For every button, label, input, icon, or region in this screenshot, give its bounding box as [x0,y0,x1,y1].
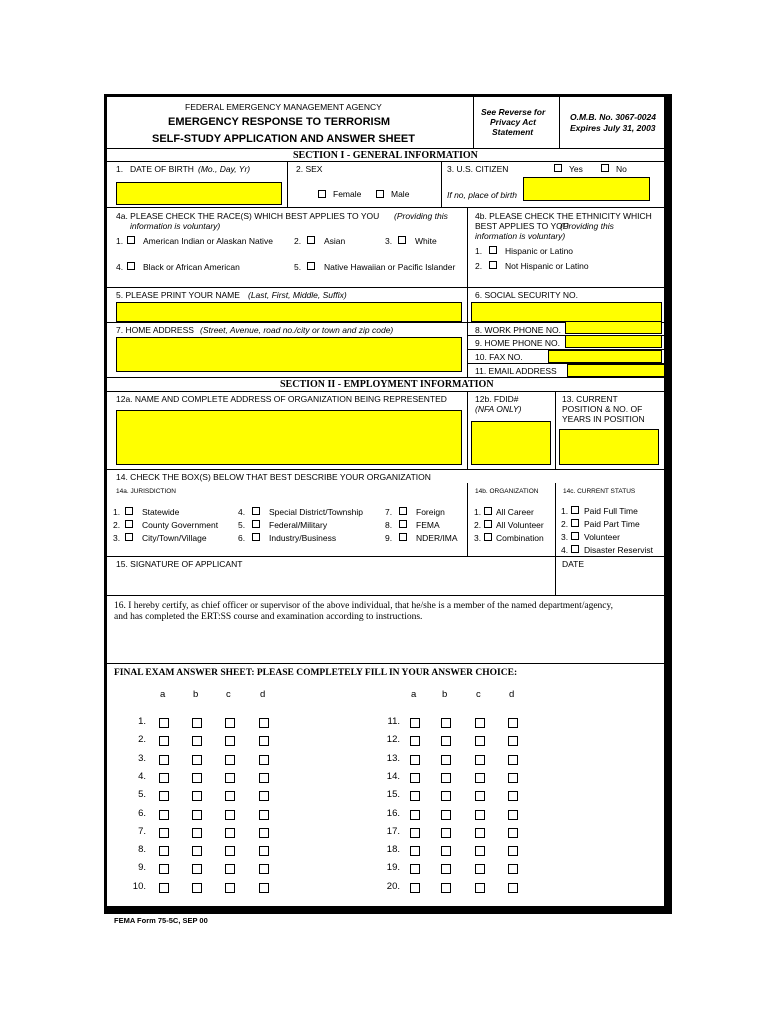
status-2-checkbox[interactable] [571,519,579,527]
choice-header-b: b [442,689,448,700]
agency-name: FEDERAL EMERGENCY MANAGEMENT AGENCY [185,102,382,112]
answer-checkbox-d[interactable] [508,736,518,746]
answer-checkbox-b[interactable] [441,736,451,746]
choice-header-a: a [411,689,417,700]
race-2-checkbox[interactable] [307,236,315,244]
race-1-num: 1. [116,236,124,246]
race-1-checkbox[interactable] [127,236,135,244]
race-2-label: Asian [324,236,346,246]
jur-5-checkbox[interactable] [252,520,260,528]
dob-field[interactable] [116,182,282,205]
choice-header-c: c [476,689,481,700]
jur-6-checkbox[interactable] [252,533,260,541]
answer-checkbox-a[interactable] [410,810,420,820]
choice-header-c: c [226,689,231,700]
race-4-label: Black or African American [143,262,240,272]
section-1-title: SECTION I - GENERAL INFORMATION [293,150,478,161]
answer-checkbox-c[interactable] [475,883,485,893]
answer-checkbox-a[interactable] [159,810,169,820]
address-label: 7. HOME ADDRESS [116,325,194,335]
jur-4-label: Special District/Township [269,507,364,517]
org-2-checkbox[interactable] [484,520,492,528]
omb-expires: Expires July 31, 2003 [570,123,656,133]
question-number: 9. [138,862,146,874]
citizen-no-checkbox[interactable] [601,164,609,172]
work-phone-label: 8. WORK PHONE NO. [475,325,561,335]
answer-checkbox-c[interactable] [225,864,235,874]
answer-checkbox-d[interactable] [259,864,269,874]
race-2-num: 2. [294,236,302,246]
answer-checkbox-b[interactable] [441,846,451,856]
question-number: 19. [386,862,400,874]
email-label: 11. EMAIL ADDRESS [475,366,557,376]
answer-checkbox-b[interactable] [192,846,202,856]
question-number: 4. [138,770,146,782]
answer-checkbox-d[interactable] [259,755,269,765]
date-label: DATE [562,559,585,569]
status-label: 14c. CURRENT STATUS [563,488,636,495]
answer-checkbox-a[interactable] [410,773,420,783]
question-number: 13. [386,752,400,764]
question-number: 2. [138,734,146,746]
fdid-field[interactable] [471,421,551,465]
ssn-label: 6. SOCIAL SECURITY NO. [475,290,578,300]
question-number: 17. [386,825,400,837]
citizen-label: 3. U.S. CITIZEN [447,164,509,174]
race-3-label: White [415,236,437,246]
question-number: 1. [138,716,146,727]
answer-checkbox-d[interactable] [508,773,518,783]
certify-line-1: 16. I hereby certify, as chief officer or supervisor of the above individual, that he/she is a member of the named department/agency, [114,601,614,611]
question-number: 18. [386,844,400,856]
jur-6-num: 6. [238,533,246,543]
citizen-no-label: No [616,164,627,174]
certify-line-2: and has completed the ERT:SS course and examination according to instructions. [114,612,423,622]
question-number: 3. [138,752,146,764]
jur-9-checkbox[interactable] [399,533,407,541]
jur-1-label: Statewide [142,507,180,517]
form-title-2: SELF-STUDY APPLICATION AND ANSWER SHEET [152,133,415,145]
choice-header-d: d [509,689,515,700]
jur-3-label: City/Town/Village [142,533,207,543]
answer-checkbox-c[interactable] [225,791,235,801]
org-desc-label: 14. CHECK THE BOX(S) BELOW THAT BEST DESCRIBE YOUR ORGANIZATION [116,472,431,482]
ethnicity-label-2: BEST APPLIES TO YOU [475,221,569,231]
race-hint-2: information is voluntary) [130,221,221,231]
email-field[interactable] [567,364,665,377]
fax-label: 10. FAX NO. [475,352,523,362]
jur-8-checkbox[interactable] [399,520,407,528]
status-4-checkbox[interactable] [571,545,579,553]
answer-checkbox-d[interactable] [508,883,518,893]
home-phone-field[interactable] [565,335,662,348]
answer-checkbox-a[interactable] [159,773,169,783]
answer-checkbox-a[interactable] [159,736,169,746]
answer-checkbox-b[interactable] [192,864,202,874]
answer-checkbox-d[interactable] [508,828,518,838]
org-2-num: 2. [474,520,482,530]
answer-checkbox-b[interactable] [441,718,451,728]
jur-8-label: FEMA [416,520,440,530]
answer-checkbox-b[interactable] [192,791,202,801]
jur-9-num: 9. [385,533,393,543]
answer-checkbox-a[interactable] [159,883,169,893]
answer-checkbox-d[interactable] [508,864,518,874]
jurisdiction-label: 14a. JURISDICTION [116,488,176,495]
eth-2-num: 2. [475,261,483,271]
answer-checkbox-c[interactable] [225,883,235,893]
signature-label: 15. SIGNATURE OF APPLICANT [116,559,243,569]
dob-number: 1. [116,164,124,174]
citizen-yes-label: Yes [569,164,583,174]
birth-place-field[interactable] [523,177,650,201]
work-phone-field[interactable] [565,321,662,334]
privacy-line-1: See Reverse for [481,107,546,117]
answer-checkbox-d[interactable] [508,755,518,765]
ethnicity-hint-2: information is voluntary) [475,231,566,241]
jur-1-checkbox[interactable] [125,507,133,515]
position-label-3: YEARS IN POSITION [562,414,645,424]
answer-checkbox-d[interactable] [259,883,269,893]
answer-checkbox-b[interactable] [192,828,202,838]
org-3-label: Combination [496,533,544,543]
status-4-label: Disaster Reservist [584,545,653,555]
jur-7-checkbox[interactable] [399,507,407,515]
answer-checkbox-d[interactable] [259,773,269,783]
answer-checkbox-b[interactable] [441,810,451,820]
jur-3-num: 3. [113,533,121,543]
answer-checkbox-c[interactable] [225,736,235,746]
status-1-label: Paid Full Time [584,506,638,516]
jur-7-label: Foreign [416,507,445,517]
race-4-num: 4. [116,262,124,272]
status-4-num: 4. [561,545,569,555]
question-number: 10. [132,880,146,892]
question-number: 7. [138,825,146,837]
ssn-field[interactable] [471,302,662,322]
citizen-yes-checkbox[interactable] [554,164,562,172]
answer-checkbox-b[interactable] [441,791,451,801]
answer-checkbox-a[interactable] [410,883,420,893]
choice-header-b: b [193,689,199,700]
answer-checkbox-d[interactable] [508,718,518,728]
race-5-checkbox[interactable] [307,262,315,270]
jur-4-checkbox[interactable] [252,507,260,515]
position-label-1: 13. CURRENT [562,394,618,404]
question-number: 14. [386,770,400,782]
jur-2-checkbox[interactable] [125,520,133,528]
answer-checkbox-d[interactable] [259,791,269,801]
answer-checkbox-a[interactable] [159,846,169,856]
jur-5-num: 5. [238,520,246,530]
home-phone-label: 9. HOME PHONE NO. [475,338,561,348]
status-3-label: Volunteer [584,532,620,542]
privacy-line-2: Privacy Act [490,117,536,127]
answer-checkbox-a[interactable] [410,755,420,765]
jur-2-label: County Government [142,520,219,530]
answer-checkbox-a[interactable] [159,755,169,765]
female-checkbox[interactable] [318,190,326,198]
question-number: 15. [386,789,400,801]
fdid-label: 12b. FDID# [475,394,519,404]
answer-checkbox-c[interactable] [225,755,235,765]
status-2-num: 2. [561,519,569,529]
eth-1-num: 1. [475,246,483,256]
answer-checkbox-d[interactable] [259,828,269,838]
answer-checkbox-c[interactable] [225,718,235,728]
question-number: 8. [138,844,146,856]
answer-checkbox-a[interactable] [410,864,420,874]
eth-1-checkbox[interactable] [489,246,497,254]
org-1-num: 1. [474,507,482,517]
answer-checkbox-a[interactable] [159,864,169,874]
answer-checkbox-a[interactable] [159,791,169,801]
answer-checkbox-c[interactable] [475,810,485,820]
ethnicity-label-1: 4b. PLEASE CHECK THE ETHNICITY WHICH [475,211,652,221]
answer-checkbox-a[interactable] [410,846,420,856]
answer-checkbox-d[interactable] [508,846,518,856]
status-3-num: 3. [561,532,569,542]
omb-number: O.M.B. No. 3067-0024 [570,112,656,122]
answer-checkbox-c[interactable] [225,773,235,783]
answer-checkbox-a[interactable] [410,791,420,801]
answer-checkbox-c[interactable] [475,773,485,783]
form-title-1: EMERGENCY RESPONSE TO TERRORISM [168,116,391,128]
answer-checkbox-d[interactable] [259,846,269,856]
question-number: 20. [386,880,400,892]
answer-checkbox-a[interactable] [159,828,169,838]
org-1-label: All Career [496,507,534,517]
status-1-checkbox[interactable] [571,506,579,514]
ethnicity-hint-1: (Providing this [560,221,614,231]
eth-1-label: Hispanic or Latino [505,246,574,256]
org-1-checkbox[interactable] [484,507,492,515]
answer-checkbox-a[interactable] [410,718,420,728]
choice-header-d: d [260,689,266,700]
male-label: Male [391,189,410,199]
jur-8-num: 8. [385,520,393,530]
answer-checkbox-a[interactable] [410,736,420,746]
org-3-num: 3. [474,533,482,543]
org-3-checkbox[interactable] [484,533,492,541]
race-5-num: 5. [294,262,302,272]
question-number: 16. [386,807,400,819]
race-3-checkbox[interactable] [398,236,406,244]
answer-checkbox-b[interactable] [192,883,202,893]
race-3-num: 3. [385,236,393,246]
answer-checkbox-c[interactable] [475,828,485,838]
jur-7-num: 7. [385,507,393,517]
answer-checkbox-a[interactable] [159,718,169,728]
jur-2-num: 2. [113,520,121,530]
answer-checkbox-c[interactable] [475,718,485,728]
dob-label: DATE OF BIRTH [130,164,194,174]
male-checkbox[interactable] [376,190,384,198]
race-label: 4a. PLEASE CHECK THE RACE(S) WHICH BEST APPLIES TO YOU [116,211,380,221]
answer-checkbox-b[interactable] [192,810,202,820]
eth-2-label: Not Hispanic or Latino [505,261,589,271]
answer-checkbox-b[interactable] [192,718,202,728]
section-2-title: SECTION II - EMPLOYMENT INFORMATION [280,379,494,390]
answer-checkbox-b[interactable] [192,736,202,746]
privacy-line-3: Statement [492,127,534,137]
sex-label: 2. SEX [296,164,323,174]
answer-checkbox-c[interactable] [225,846,235,856]
question-number: 5. [138,789,146,801]
answer-checkbox-b[interactable] [192,773,202,783]
answer-checkbox-d[interactable] [259,736,269,746]
position-label-2: POSITION & NO. OF [562,404,643,414]
address-field[interactable] [116,337,462,372]
org-field[interactable] [116,410,462,465]
answer-checkbox-a[interactable] [410,828,420,838]
eth-2-checkbox[interactable] [489,261,497,269]
answer-checkbox-b[interactable] [441,773,451,783]
status-3-checkbox[interactable] [571,532,579,540]
jur-6-label: Industry/Business [269,533,337,543]
birth-place-label: If no, place of birth [447,190,517,200]
name-label: 5. PLEASE PRINT YOUR NAME [116,290,240,300]
answer-checkbox-c[interactable] [475,755,485,765]
female-label: Female [333,189,362,199]
answer-checkbox-b[interactable] [192,755,202,765]
answer-checkbox-b[interactable] [441,755,451,765]
race-5-label: Native Hawaiian or Pacific Islander [324,262,456,272]
answer-checkbox-c[interactable] [225,810,235,820]
organization-label: 14b. ORGANIZATION [475,488,539,495]
fdid-hint: (NFA ONLY) [475,404,522,414]
answer-checkbox-d[interactable] [508,791,518,801]
answer-checkbox-b[interactable] [441,828,451,838]
question-number: 12. [386,734,400,746]
answer-checkbox-d[interactable] [259,810,269,820]
address-hint: (Street, Avenue, road no./city or town and zip code) [200,325,394,335]
name-field[interactable] [116,302,462,322]
form-number: FEMA Form 75-5C, SEP 00 [114,916,208,925]
answer-checkbox-c[interactable] [475,864,485,874]
jur-5-label: Federal/Military [269,520,328,530]
fax-field[interactable] [548,350,662,363]
status-2-label: Paid Part Time [584,519,640,529]
answer-checkbox-b[interactable] [441,883,451,893]
status-1-num: 1. [561,506,569,516]
answer-checkbox-d[interactable] [259,718,269,728]
org-2-label: All Volunteer [496,520,544,530]
answer-checkbox-c[interactable] [475,846,485,856]
dob-hint: (Mo., Day, Yr) [198,164,251,174]
answer-checkbox-d[interactable] [508,810,518,820]
jur-4-num: 4. [238,507,246,517]
name-hint: (Last, First, Middle, Suffix) [248,290,347,300]
exam-title: FINAL EXAM ANSWER SHEET: PLEASE COMPLETELY FILL IN YOUR ANSWER CHOICE: [114,668,518,678]
race-1-label: American Indian or Alaskan Native [143,236,273,246]
question-number: 11. [387,716,400,727]
race-hint-1: (Providing this [394,211,448,221]
question-number: 6. [138,807,146,819]
answer-checkbox-b[interactable] [441,864,451,874]
jur-3-checkbox[interactable] [125,533,133,541]
choice-header-a: a [160,689,166,700]
jur-9-label: NDER/IMA [416,533,458,543]
org-label: 12a. NAME AND COMPLETE ADDRESS OF ORGANIZATION BEING REPRESENTED [116,394,447,404]
answer-checkbox-c[interactable] [475,791,485,801]
position-field[interactable] [559,429,659,465]
answer-checkbox-c[interactable] [225,828,235,838]
jur-1-num: 1. [113,507,121,517]
race-4-checkbox[interactable] [127,262,135,270]
answer-checkbox-c[interactable] [475,736,485,746]
